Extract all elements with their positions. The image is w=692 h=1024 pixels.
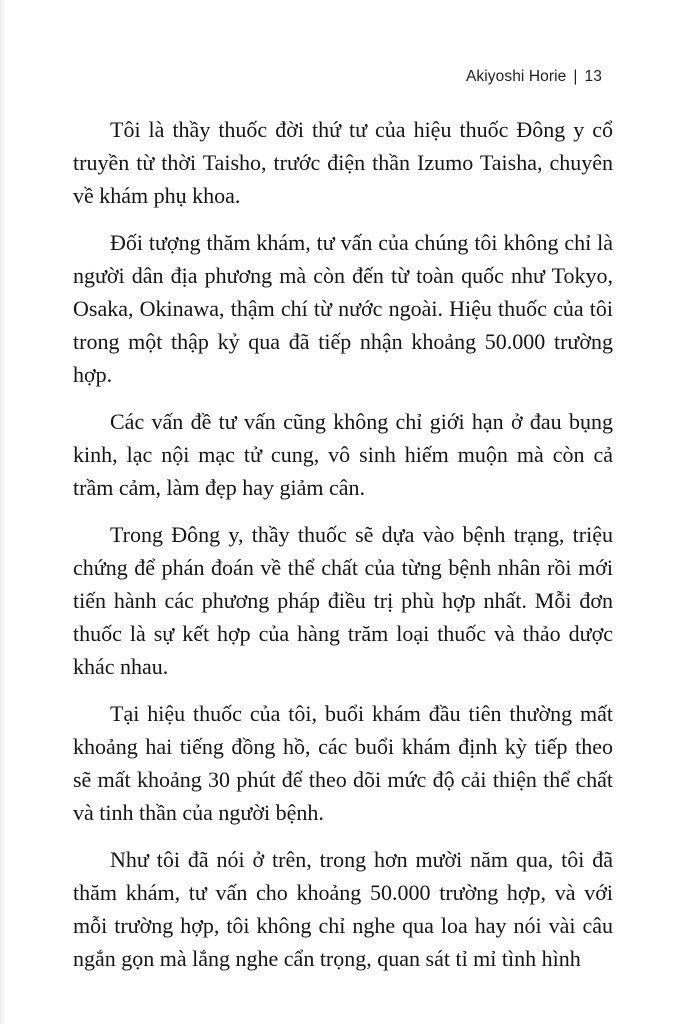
header-author: Akiyoshi Horie <box>465 68 567 85</box>
paragraph-1: Tôi là thầy thuốc đời thứ tư của hiệu thuốc Đông y cổ truyền từ thời Taisho, trước điện thần Izumo Taisha, chuyên về khám phụ khoa. <box>73 117 613 208</box>
paragraph-3: Các vấn đề tư vấn cũng không chỉ giới hạn ở đau bụng kinh, lạc nội mạc tử cung, vô sinh hiếm muộn mà còn cả trầm cảm, làm đẹp hay giảm cân. <box>73 409 613 500</box>
running-header <box>466 68 602 86</box>
paragraph-5: Tại hiệu thuốc của tôi, buổi khám đầu tiên thường mất khoảng hai tiếng đồng hồ, các buổi khám định kỳ tiếp theo sẽ mất khoảng 30 phút để theo dõi mức độ cải thiện thể chất và tinh thần của người bệnh. <box>73 701 613 825</box>
page-number: 13 <box>584 68 602 85</box>
paragraph-4: Trong Đông y, thầy thuốc sẽ dựa vào bệnh trạng, triệu chứng để phán đoán về thể chất của từng bệnh nhân rồi mới tiến hành các phương pháp điều trị phù hợp nhất. Mỗi đơn thuốc là sự kết hợp của hàng trăm loại thuốc và thảo dược khác nhau. <box>73 522 613 679</box>
header-separator: | <box>573 68 578 85</box>
page-edge-shadow <box>0 0 6 1024</box>
paragraph-6: Như tôi đã nói ở trên, trong hơn mười năm qua, tôi đã thăm khám, tư vấn cho khoảng 50.000 trường hợp, và với mỗi trường hợp, tôi không chỉ nghe qua loa hay nói vài câu ngắn gọn mà lắng nghe cẩn trọng, quan sát tỉ mỉ tình hình <box>73 847 613 971</box>
paragraph-2: Đối tượng thăm khám, tư vấn của chúng tôi không chỉ là người dân địa phương mà còn đến từ toàn quốc như Tokyo, Osaka, Okinawa, thậm chí từ nước ngoài. Hiệu thuốc của tôi trong một thập kỷ qua đã tiếp nhận khoảng 50.000 trường hợp. <box>73 230 613 387</box>
body-text <box>73 113 613 989</box>
